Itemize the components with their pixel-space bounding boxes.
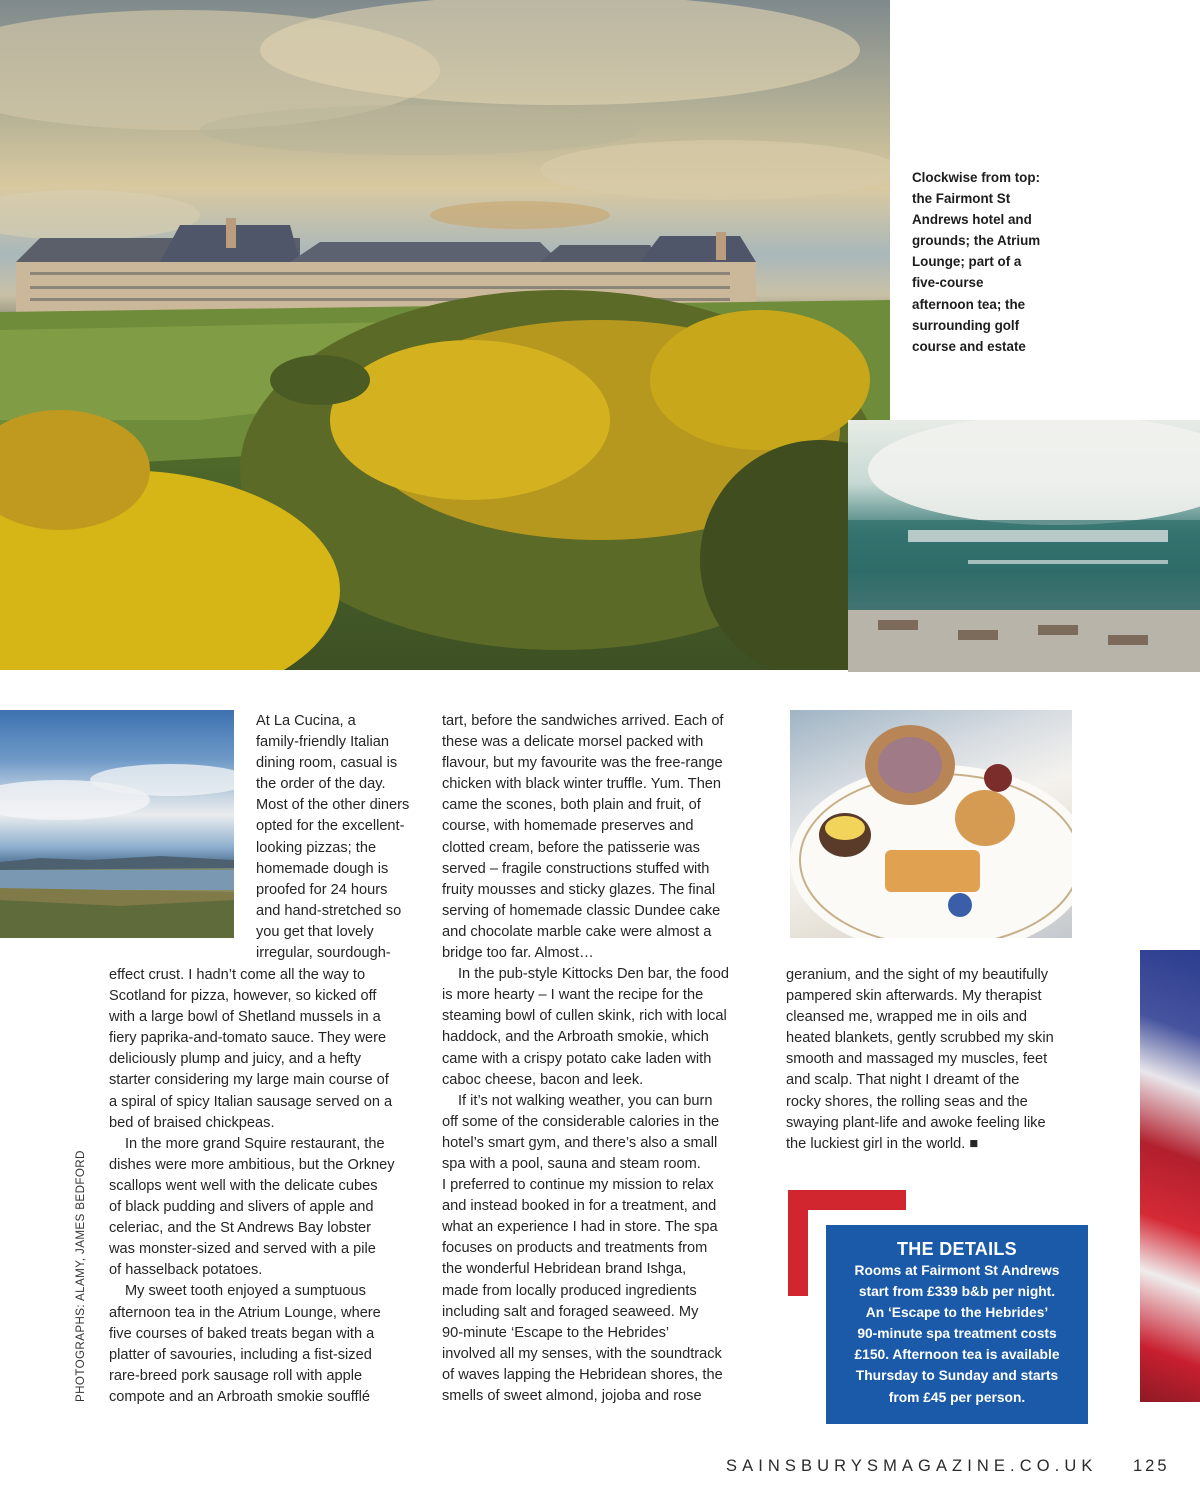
article-column-2 bbox=[442, 711, 762, 1407]
text-line: homemade dough is bbox=[256, 860, 389, 877]
text-line: heated blankets, gently scrubbed my skin bbox=[786, 1030, 1054, 1047]
text-line: starter considering my large main course of bbox=[109, 1072, 389, 1089]
text-line: is more hearty – I want the recipe for the bbox=[442, 987, 704, 1004]
text-line: came the scones, both plain and fruit, of bbox=[442, 797, 701, 814]
text-line: celeriac, and the St Andrews Bay lobster bbox=[109, 1220, 372, 1237]
text-line: geranium, and the sight of my beautifully bbox=[786, 967, 1049, 983]
caption-line: five-course bbox=[912, 275, 984, 291]
text-line: Scotland for pizza, however, so kicked off bbox=[109, 988, 377, 1005]
text-line: including salt and foraged seaweed. My bbox=[442, 1303, 699, 1320]
text-line: Most of the other diners bbox=[256, 797, 410, 814]
text-line: of waves lapping the Hebridean shores, the bbox=[442, 1366, 723, 1383]
text-line: I preferred to continue my mission to relax bbox=[442, 1177, 714, 1194]
text-line: clotted cream, before the patisserie was bbox=[442, 839, 700, 856]
text-line: flavour, but my favourite was the free-range bbox=[442, 755, 723, 772]
caption-line: Lounge; part of a bbox=[912, 254, 1022, 270]
text-line: In the pub-style Kittocks Den bar, the food bbox=[458, 966, 729, 983]
text-line: of black pudding and slivers of apple and bbox=[109, 1199, 374, 1216]
text-line: and instead booked in for a treatment, and bbox=[442, 1198, 717, 1215]
caption-line: surrounding golf bbox=[912, 317, 1020, 333]
text-line: serving of homemade classic Dundee cake bbox=[442, 902, 721, 919]
hotel-hero-photo bbox=[0, 0, 890, 670]
golf-coast-photo bbox=[0, 710, 234, 938]
text-line: what an experience I had in store. The spa bbox=[442, 1219, 718, 1236]
text-line: compote and an Arbroath smokie soufflé bbox=[109, 1388, 370, 1405]
caption-line: grounds; the Atrium bbox=[912, 233, 1041, 249]
text-line: dining room, casual is bbox=[256, 755, 398, 772]
text-line: the wonderful Hebridean brand Ishga, bbox=[442, 1261, 687, 1278]
text-line: course, with homemade preserves and bbox=[442, 818, 694, 835]
details-title: THE DETAILS bbox=[897, 1239, 1017, 1259]
text-line: you get that lovely bbox=[256, 923, 374, 940]
union-flag-photo bbox=[1140, 950, 1200, 1402]
text-line: the order of the day. bbox=[256, 776, 386, 793]
details-line: Thursday to Sunday and starts bbox=[855, 1368, 1059, 1384]
photo-credit: PHOTOGRAPHS: ALAMY, JAMES BEDFORD bbox=[74, 1150, 87, 1402]
text-line: pampered skin afterwards. My therapist bbox=[786, 988, 1042, 1005]
text-line: with a large bowl of Shetland mussels in a bbox=[109, 1009, 381, 1026]
text-line: fiery paprika-and-tomato sauce. They were bbox=[109, 1030, 387, 1047]
text-line: If it’s not walking weather, you can burn bbox=[458, 1092, 713, 1109]
text-line: opted for the excellent- bbox=[256, 818, 405, 835]
text-line: spa with a pool, sauna and steam room. bbox=[442, 1155, 701, 1172]
text-line: hotel’s smart gym, and there’s also a small bbox=[442, 1134, 718, 1151]
text-line: these was a delicate morsel packed with bbox=[442, 734, 704, 751]
text-line: rocky shores, the rolling seas and the bbox=[786, 1093, 1028, 1110]
text-line: the luckiest girl in the world. ■ bbox=[786, 1135, 979, 1152]
details-line: An ‘Escape to the Hebrides’ bbox=[865, 1305, 1049, 1321]
text-line: off some of the considerable calories in the bbox=[442, 1113, 720, 1130]
text-line: irregular, sourdough- bbox=[256, 945, 391, 962]
text-line: effect crust. I hadn’t come all the way to bbox=[109, 967, 366, 983]
text-line: of hasselback potatoes. bbox=[109, 1262, 263, 1279]
caption-line: the Fairmont St bbox=[912, 191, 1011, 207]
details-line: start from £339 b&b per night. bbox=[858, 1284, 1056, 1300]
text-line: involved all my senses, with the soundtrack bbox=[442, 1345, 722, 1362]
text-line: rare-breed pork sausage roll with apple bbox=[109, 1367, 363, 1384]
text-line: a spiral of spicy Italian sausage served on a bbox=[109, 1093, 393, 1110]
details-box bbox=[826, 1225, 1088, 1424]
details-line: from £45 per person. bbox=[888, 1389, 1026, 1405]
article-column-1-top bbox=[256, 711, 428, 964]
text-line: cleansed me, wrapped me in oils and bbox=[786, 1009, 1027, 1026]
text-line: bed of braised chickpeas. bbox=[109, 1114, 275, 1131]
text-line: deliciously plump and juicy, and a hefty bbox=[109, 1051, 362, 1068]
text-line: came with a crispy potato cake laden with bbox=[442, 1050, 712, 1067]
red-bracket-side bbox=[788, 1190, 808, 1296]
text-line: dishes were more ambitious, but the Orkney bbox=[109, 1156, 395, 1173]
text-line: At La Cucina, a bbox=[256, 713, 356, 729]
caption-line: course and estate bbox=[912, 338, 1026, 354]
text-line: tart, before the sandwiches arrived. Each of bbox=[442, 713, 724, 729]
page-number: 125 bbox=[1133, 1457, 1170, 1475]
caption-line: Andrews hotel and bbox=[912, 212, 1032, 228]
details-line: £150. Afternoon tea is available bbox=[854, 1347, 1060, 1363]
text-line: focuses on products and treatments from bbox=[442, 1240, 708, 1257]
text-line: five courses of baked treats began with a bbox=[109, 1325, 375, 1342]
text-line: made from locally produced ingredients bbox=[442, 1282, 697, 1299]
text-line: 90-minute ‘Escape to the Hebrides’ bbox=[442, 1324, 670, 1341]
text-line: bridge too far. Almost… bbox=[442, 945, 594, 962]
text-line: was monster-sized and served with a pile bbox=[109, 1241, 376, 1258]
text-line: served – fragile constructions stuffed with bbox=[442, 860, 710, 877]
text-line: family-friendly Italian bbox=[256, 734, 390, 751]
atrium-lounge-photo bbox=[848, 420, 1200, 672]
footer-website: SAINSBURYSMAGAZINE.CO.UK bbox=[726, 1457, 1098, 1475]
text-line: and scalp. That night I dreamt of the bbox=[786, 1072, 1020, 1089]
article-column-3 bbox=[786, 965, 1106, 1155]
afternoon-tea-photo bbox=[790, 710, 1072, 938]
text-line: and hand-stretched so bbox=[256, 902, 402, 919]
text-line: platter of savouries, including a fist-sized bbox=[109, 1346, 372, 1363]
caption-line: Clockwise from top: bbox=[912, 170, 1040, 185]
text-line: caboc cheese, bacon and leek. bbox=[442, 1071, 644, 1088]
text-line: afternoon tea in the Atrium Lounge, where bbox=[109, 1304, 381, 1321]
text-line: haddock, and the Arbroath smokie, which bbox=[442, 1029, 709, 1046]
text-line: and chocolate marble cake were almost a bbox=[442, 923, 712, 940]
text-line: fruity mousses and sticky glazes. The final bbox=[442, 881, 716, 898]
text-line: proofed for 24 hours bbox=[256, 881, 388, 898]
text-line: In the more grand Squire restaurant, the bbox=[125, 1135, 385, 1152]
caption-line: afternoon tea; the bbox=[912, 296, 1026, 312]
text-line: looking pizzas; the bbox=[256, 839, 377, 856]
text-line: smells of sweet almond, jojoba and rose bbox=[442, 1388, 702, 1404]
details-line: Rooms at Fairmont St Andrews bbox=[854, 1263, 1060, 1278]
text-line: chicken with black winter truffle. Yum. Then bbox=[442, 776, 722, 793]
photo-caption bbox=[912, 168, 1062, 358]
text-line: swaying plant-life and awoke feeling like bbox=[786, 1114, 1046, 1131]
text-line: scallops went well with the delicate cubes bbox=[109, 1177, 378, 1194]
article-column-1 bbox=[109, 965, 429, 1408]
details-line: 90-minute spa treatment costs bbox=[857, 1326, 1057, 1342]
text-line: My sweet tooth enjoyed a sumptuous bbox=[125, 1283, 366, 1300]
text-line: smooth and massaged my muscles, feet bbox=[786, 1051, 1048, 1068]
text-line: steaming bowl of cullen skink, rich with local bbox=[442, 1008, 727, 1025]
